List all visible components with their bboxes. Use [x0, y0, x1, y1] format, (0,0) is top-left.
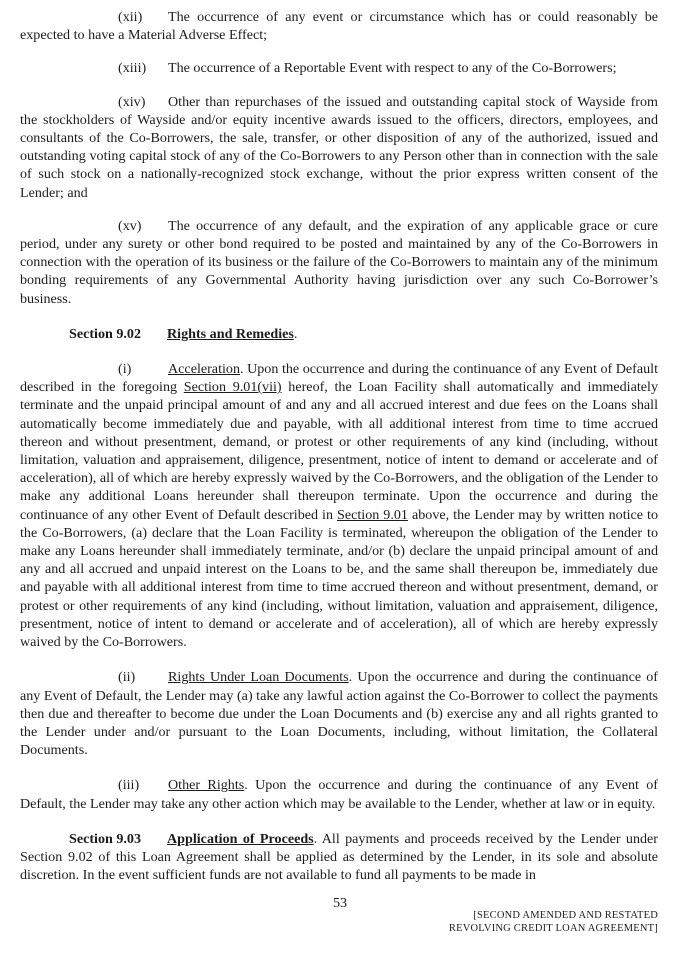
clause-number: (ii)	[118, 669, 136, 686]
clause-text: . Upon the occurrence and during the continuance of any Event of Default, the Lender may take any other action which may be available to the Lender, whether at law or in equity.	[20, 777, 658, 812]
section-9-03	[20, 830, 658, 885]
remedy-acceleration	[20, 360, 658, 651]
clause-text: . Upon the occurrence and during the continuance of any Event of Default described in the foregoing	[20, 361, 658, 396]
clause-number: (xii)	[118, 9, 143, 25]
clause-number: (xiv)	[118, 93, 146, 110]
section-label: Section 9.02	[69, 325, 142, 342]
cross-reference-9-01: Section 9.01	[337, 506, 408, 523]
clause-xii	[20, 8, 658, 44]
clause-text: hereof, the Loan Facility shall automatically and immediately terminate and the unpaid principal amount of and any and all accrued interest and due fees on the Loans shall automatically become immediately due and payable, with all additional interest from time to time accrued thereon and without presentment, demand, or protest or other requirements of any kind (including, without limitation, valuation and appraisement, diligence, presentment, notice of intent to demand or accelerate and of acceleration), all of which are hereby expressly waived by the Co-Borrowers, and the obligation of the Lender to make any additional Loans hereunder shall thereupon terminate. Upon the occurrence and during the continuance of any other Event of Default described in	[20, 379, 658, 523]
remedy-other-rights	[20, 776, 658, 812]
clause-text: The occurrence of any event or circumstance which has or could reasonably be expected to have a Material Adverse Effect;	[20, 9, 658, 44]
subsection-title: Rights Under Loan Documents	[168, 669, 349, 686]
clause-number: (iii)	[118, 777, 140, 794]
clause-xv	[20, 217, 658, 308]
section-label: Section 9.03	[69, 830, 142, 847]
footer-line: [SECOND AMENDED AND RESTATED	[473, 910, 658, 921]
section-9-02-heading	[20, 325, 658, 343]
cross-reference-9-01-vii: Section 9.01(vii)	[183, 379, 282, 396]
clause-text: above, the Lender may by written notice to the Co-Borrowers, (a) declare that the Loan Facility is terminated, whereupon the obligation of the Lender to make any Loans hereunder shall immediately terminate, and/or (b) declare the unpaid principal amount of and any and all accrued and unpaid interest on the Loans to be, and the same shall thereupon be, immediately due and payable with all additional interest from time to time accrued thereon and without presentment, demand, or protest or other requirements of any kind (including, without limitation, valuation and appraisement, diligence, presentment, notice of intent to demand or accelerate and of acceleration), all of which are hereby expressly waived by the Co-Borrowers.	[20, 506, 659, 651]
footer-line: REVOLVING CREDIT LOAN AGREEMENT]	[448, 923, 658, 934]
clause-xiv	[20, 93, 658, 202]
clause-number: (xiii)	[118, 60, 147, 77]
document-footer	[449, 909, 658, 935]
section-title: Application of Proceeds	[167, 830, 314, 847]
section-title: Rights and Remedies	[167, 325, 294, 342]
section-title-period: .	[293, 325, 298, 342]
subsection-title: Other Rights	[168, 777, 245, 794]
clause-text: . Upon the occurrence and during the continuance of any Event of Default, the Lender may (a) take any lawful action against the Co-Borrower to collect the payments then due and thereafter to become due under the Loan Documents and (b) exercise any and all rights granted to the Lender under and/or pursuant to the Loan Documents, including, without limitation, the Collateral Documents.	[20, 669, 658, 759]
clause-text: The occurrence of any default, and the expiration of any applicable grace or cure period, under any surety or other bond required to be posted and maintained by any of the Co-Borrowers in connection with the operation of its business or the failure of the Co-Borrowers to maintain any of the minimum bonding requirements of any Governmental Authority having jurisdiction over any such Co-Borrower’s business.	[20, 217, 658, 307]
subsection-title: Acceleration	[168, 361, 240, 378]
page-number: 53	[332, 895, 348, 911]
clause-number: (xv)	[118, 217, 142, 234]
clause-text: Other than repurchases of the issued and outstanding capital stock of Wayside from the stockholders of Wayside and/or equity incentive awards issued to the officers, directors, employees, and consultants of the Co-Borrowers, the sale, transfer, or other disposition of any of the authorized, issued and outstanding voting capital stock of any of the Co-Borrowers to any Person other than in connection with the sale of such stock on a nationally-recognized stock exchange, without the prior express written consent of the Lender; and	[20, 93, 658, 201]
clause-text: The occurrence of a Reportable Event with respect to any of the Co-Borrowers;	[168, 60, 617, 77]
clause-xiii	[20, 59, 658, 77]
clause-number: (i)	[118, 361, 132, 378]
remedy-loan-documents	[20, 668, 658, 759]
document-page	[20, 8, 658, 884]
section-text: . All payments and proceeds received by the Lender under Section 9.02 of this Loan Agreement shall be applied as determined by the Lender, in its sole and absolute discretion. In the event sufficient funds are not available to fund all payments to be made in	[20, 830, 658, 884]
